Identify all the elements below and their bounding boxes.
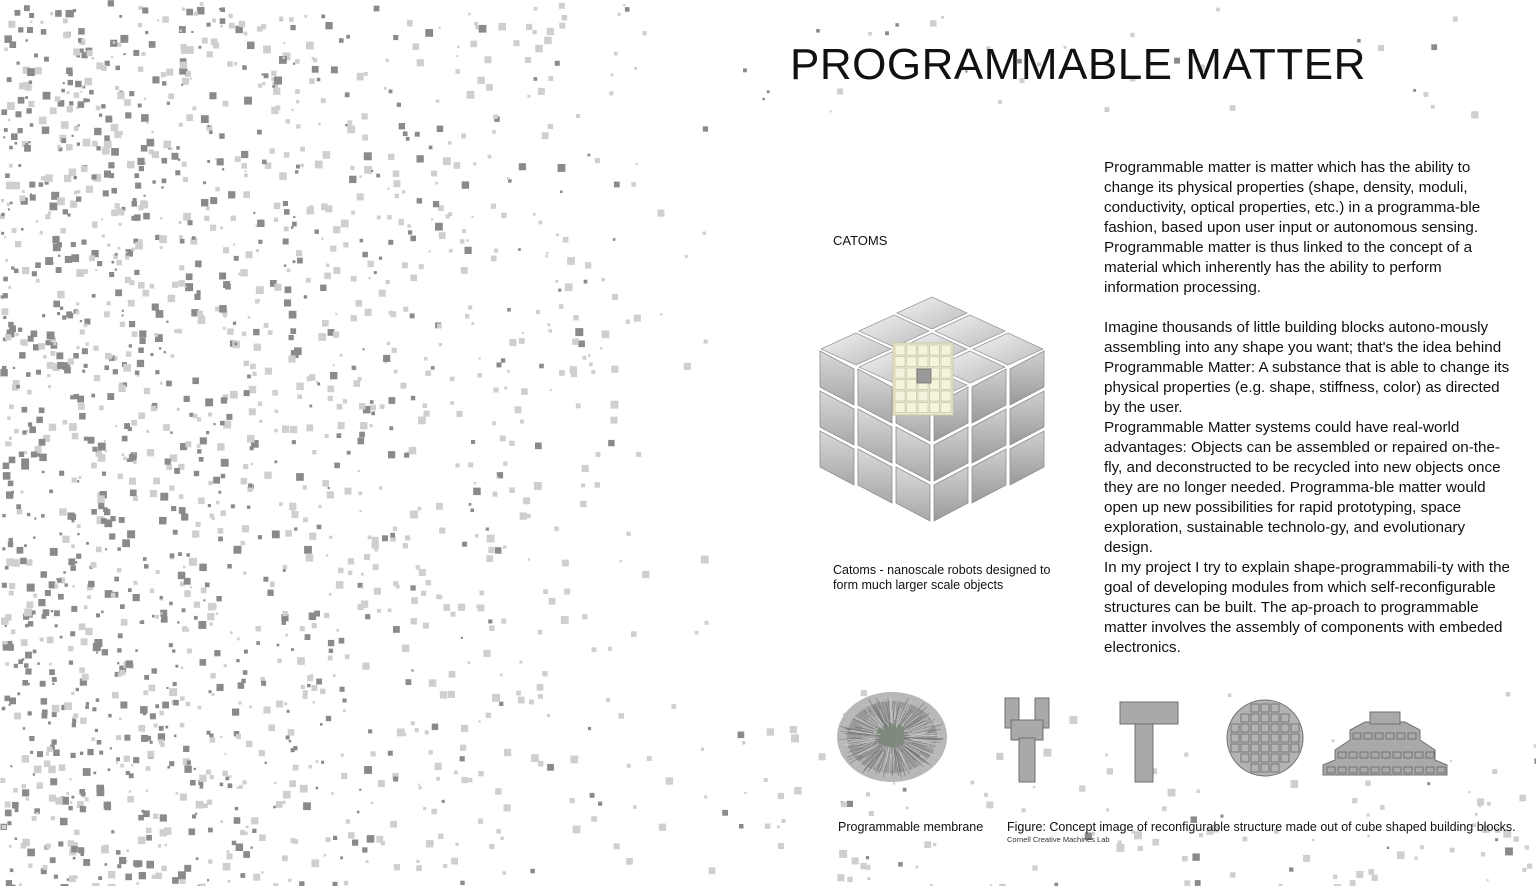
paragraph-building-blocks: Imagine thousands of little building blocks autono-mously assembling into any shape you want; that's the idea behind Programmable Matter: A substance that is able to change its physical properties (e.g. shape, stiffness, color) as directed by the user. bbox=[1104, 319, 1510, 416]
figure-caption: Figure: Concept image of reconfigurable structure made out of cube shaped building blocks. bbox=[1007, 820, 1516, 834]
catoms-label: CATOMS bbox=[833, 233, 888, 248]
reconfigurable-shapes-row bbox=[835, 690, 1455, 790]
hammer-shape-image bbox=[1120, 702, 1178, 782]
pyramid-shape-image bbox=[1323, 712, 1447, 775]
body-text bbox=[1104, 158, 1514, 658]
catom-cube-core bbox=[893, 343, 953, 415]
paragraph-information-processing: Programmable matter is thus linked to the concept of a material which inherently has the ability to perform information processing. bbox=[1104, 239, 1473, 296]
wrench-shape-image bbox=[1005, 698, 1049, 782]
figure-credit: Cornell Creative Machines Lab bbox=[1007, 835, 1110, 844]
paragraph-definition: Programmable matter is matter which has the ability to change its physical properties (shape, density, moduli, conductivity, optical properties, etc.) in a programma-ble fashion, based upon user input or autonomous sensing. bbox=[1104, 159, 1481, 236]
page-title: PROGRAMMABLE MATTER bbox=[790, 40, 1366, 89]
catom-cube-image bbox=[805, 285, 1060, 540]
paragraph-advantages: Programmable Matter systems could have real-world advantages: Objects can be assembled or repaired on-the-fly, and deconstructed to be recycled into new objects once they are no longer needed. Programma-ble matter would open up new possibilities for rapid prototyping, space exploration, sustainable technolo-gy, and evolutionary design. bbox=[1104, 419, 1501, 556]
programmable-membrane-image bbox=[837, 692, 947, 782]
paragraph-project: In my project I try to explain shape-programmabili-ty with the goal of developing modules from which self-reconfigurable structures can be built. The ap-proach to programmable matter involves the assembly of components with embeded electronics. bbox=[1104, 559, 1511, 656]
sphere-shape-image bbox=[1227, 700, 1303, 776]
catoms-caption: Catoms - nanoscale robots designed to form much larger scale objects bbox=[833, 563, 1051, 592]
membrane-label: Programmable membrane bbox=[838, 820, 984, 834]
